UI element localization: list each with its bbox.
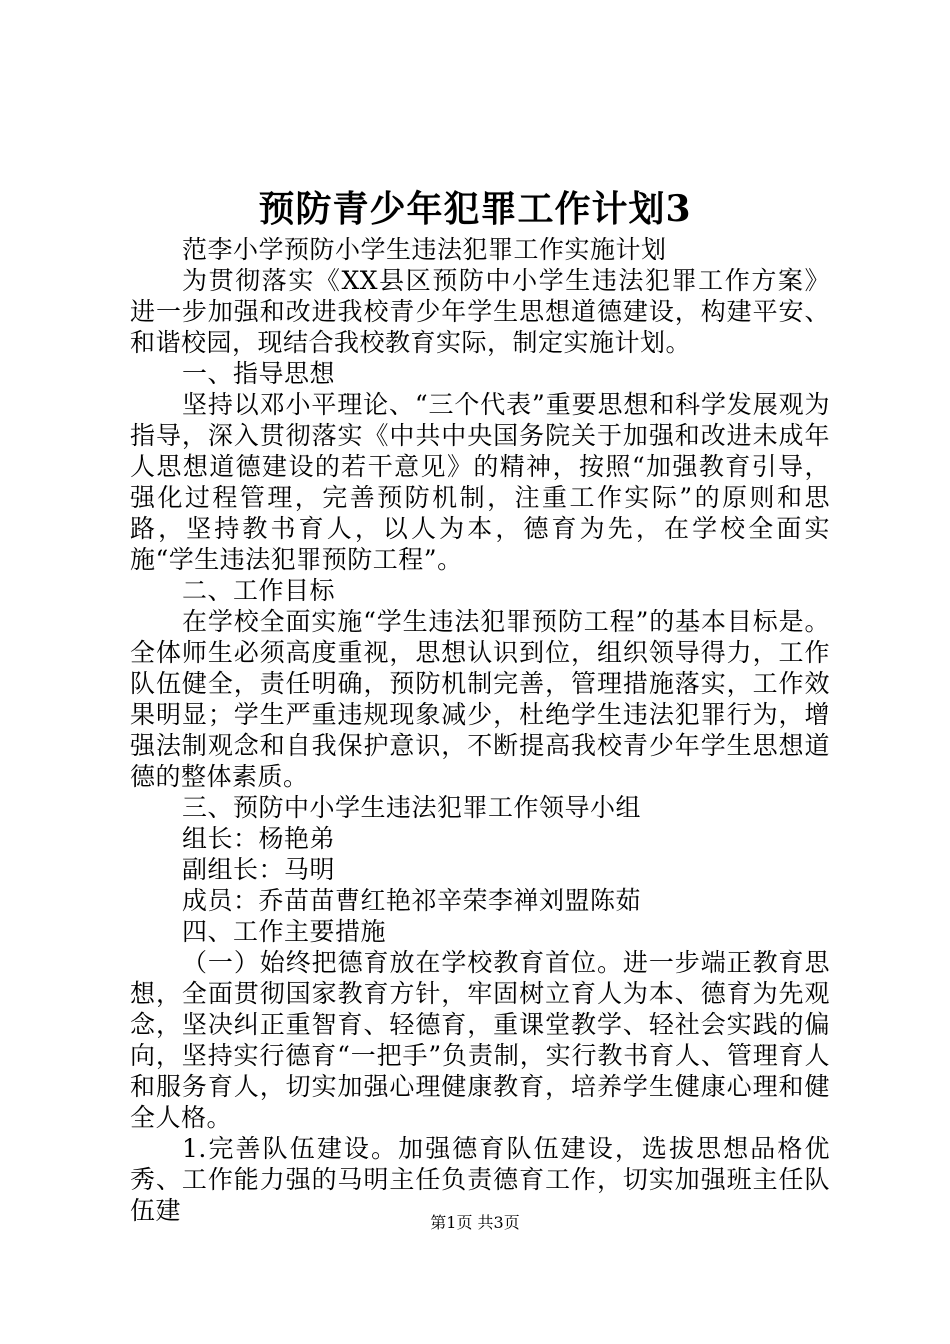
- section-heading-2: 二、工作目标: [182, 576, 336, 605]
- section-heading-3: 三、预防中小学生违法犯罪工作领导小组: [182, 793, 642, 822]
- paragraph-members: 成员：乔苗苗曹红艳祁辛荣李禅刘盟陈茹: [182, 886, 642, 915]
- section-heading-1: 一、指导思想: [182, 359, 336, 388]
- paragraph-deputy-leader: 副组长：马明: [182, 855, 336, 884]
- paragraph-work-goals: 在学校全面实施“学生违法犯罪预防工程”的基本目标是。全体师生必须高度重视，思想认识到位，组织领导得力，工作队伍健全，责任明确，预防机制完善，管理措施落实，工作效果明显；学生严重违规现象减少，杜绝学生违法犯罪行为，增强法制观念和自我保护意识，不断提高我校青少年学生思想道德的整体素质。: [130, 607, 830, 791]
- document-title: 预防青少年犯罪工作计划3: [258, 188, 692, 230]
- paragraph-subtitle: 范李小学预防小学生违法犯罪工作实施计划: [182, 235, 667, 264]
- document-body: [130, 234, 830, 1226]
- section-heading-4: 四、工作主要措施: [182, 917, 387, 946]
- paragraph-group-leader: 组长：杨艳弟: [182, 824, 336, 853]
- paragraph-guiding-thought: 坚持以邓小平理论、“三个代表”重要思想和科学发展观为指导，深入贯彻落实《中共中央国务院关于加强和改进未成年人思想道德建设的若干意见》的精神，按照“加强教育引导，强化过程管理，完善预防机制，注重工作实际”的原则和思路，坚持教书育人，以人为本，德育为先，在学校全面实施“学生违法犯罪预防工程”。: [130, 390, 830, 574]
- page-footer: 第1页 共3页: [430, 1213, 520, 1232]
- paragraph-intro: 为贯彻落实《XX县区预防中小学生违法犯罪工作方案》进一步加强和改进我校青少年学生思想道德建设，构建平安、和谐校园，现结合我校教育实际，制定实施计划。: [130, 266, 830, 357]
- paragraph-item-1: 1.完善队伍建设。加强德育队伍建设，选拔思想品格优秀、工作能力强的马明主任负责德育工作，切实加强班主任队伍建: [130, 1134, 830, 1225]
- paragraph-measure-1: （一）始终把德育放在学校教育首位。进一步端正教育思想，全面贯彻国家教育方针，牢固树立育人为本、德育为先观念，坚决纠正重智育、轻德育，重课堂教学、轻社会实践的偏向，坚持实行德育“一把手”负责制，实行教书育人、管理育人和服务育人，切实加强心理健康教育，培养学生健康心理和健全人格。: [130, 948, 830, 1132]
